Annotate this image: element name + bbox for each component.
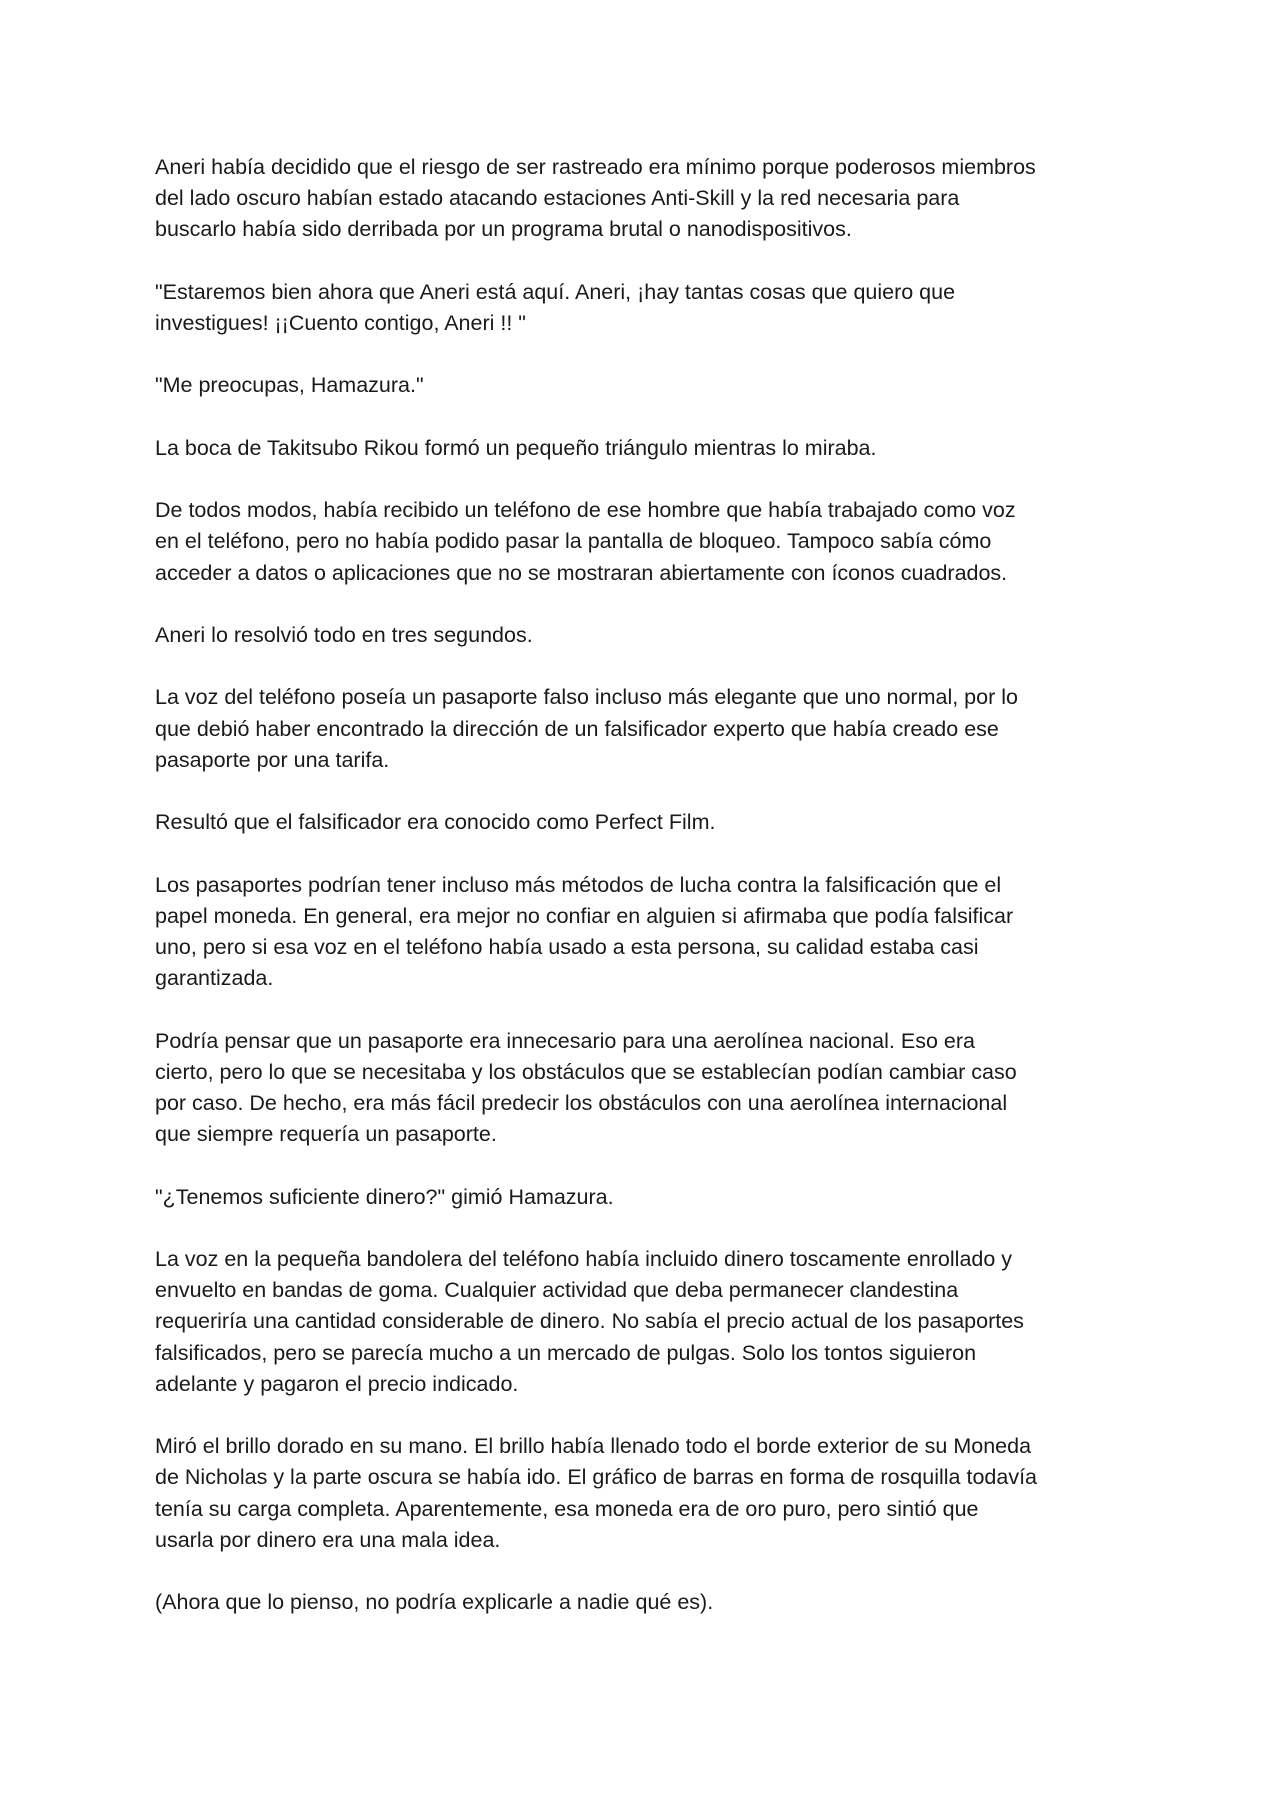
- text-line: buscarlo había sido derribada por un programa brutal o nanodispositivos.: [155, 217, 852, 242]
- text-line: de Nicholas y la parte oscura se había ido. El gráfico de barras en forma de rosquilla todavía: [155, 1465, 1037, 1490]
- text-line: "Estaremos bien ahora que Aneri está aquí. Aneri, ¡hay tantas cosas que quiero que: [155, 279, 956, 304]
- text-line: Miró el brillo dorado en su mano. El brillo había llenado todo el borde exterior de su Moneda: [155, 1434, 1032, 1459]
- text-line: acceder a datos o aplicaciones que no se mostraran abiertamente con íconos cuadrados.: [155, 560, 1008, 585]
- paragraph: [155, 277, 1155, 339]
- paragraph: [155, 1182, 1155, 1213]
- paragraph: [155, 495, 1155, 589]
- text-line: tenía su carga completa. Aparentemente, esa moneda era de oro puro, pero sintió que: [155, 1496, 979, 1521]
- text-line: La boca de Takitsubo Rikou formó un pequeño triángulo mientras lo miraba.: [155, 435, 877, 460]
- text-line: La voz en la pequeña bandolera del teléfono había incluido dinero toscamente enrollado y: [155, 1246, 1013, 1271]
- text-line: garantizada.: [155, 966, 274, 991]
- document-body: [155, 152, 1155, 1650]
- text-line: usarla por dinero era una mala idea.: [155, 1527, 501, 1552]
- text-line: uno, pero si esa voz en el teléfono había usado a esta persona, su calidad estaba casi: [155, 934, 979, 959]
- text-line: (Ahora que lo pienso, no podría explicarle a nadie qué es).: [155, 1590, 714, 1615]
- text-line: "Me preocupas, Hamazura.": [155, 373, 424, 398]
- paragraph: [155, 1244, 1155, 1400]
- text-line: Aneri había decidido que el riesgo de ser rastreado era mínimo porque poderosos miembros: [155, 155, 1036, 179]
- text-line: Aneri lo resolvió todo en tres segundos.: [155, 622, 533, 647]
- paragraph: [155, 620, 1155, 651]
- paragraph: [155, 1026, 1155, 1151]
- text-line: requeriría una cantidad considerable de dinero. No sabía el precio actual de los pasaportes: [155, 1309, 1024, 1334]
- paragraph: [155, 1431, 1155, 1556]
- text-line: La voz del teléfono poseía un pasaporte falso incluso más elegante que uno normal, por lo: [155, 685, 1018, 710]
- paragraph: [155, 433, 1155, 464]
- text-line: papel moneda. En general, era mejor no confiar en alguien si afirmaba que podía falsificar: [155, 903, 1014, 928]
- text-line: del lado oscuro habían estado atacando estaciones Anti-Skill y la red necesaria para: [155, 186, 960, 211]
- text-line: pasaporte por una tarifa.: [155, 747, 390, 772]
- text-line: que debió haber encontrado la dirección de un falsificador experto que había creado ese: [155, 716, 999, 741]
- text-line: adelante y pagaron el precio indicado.: [155, 1371, 519, 1396]
- text-line: Los pasaportes podrían tener incluso más métodos de lucha contra la falsificación que el: [155, 872, 1002, 897]
- text-line: Podría pensar que un pasaporte era innecesario para una aerolínea nacional. Eso era: [155, 1028, 975, 1053]
- paragraph: [155, 370, 1155, 401]
- paragraph: [155, 870, 1155, 995]
- paragraph: [155, 682, 1155, 776]
- text-line: falsificados, pero se parecía mucho a un mercado de pulgas. Solo los tontos siguieron: [155, 1340, 977, 1365]
- text-line: en el teléfono, pero no había podido pasar la pantalla de bloqueo. Tampoco sabía cómo: [155, 529, 992, 554]
- paragraph: [155, 1587, 1155, 1618]
- text-line: De todos modos, había recibido un teléfono de ese hombre que había trabajado como voz: [155, 498, 1016, 523]
- text-line: envuelto en bandas de goma. Cualquier actividad que deba permanecer clandestina: [155, 1278, 959, 1303]
- text-line: investigues! ¡¡Cuento contigo, Aneri !! ": [155, 311, 526, 335]
- text-line: "¿Tenemos suficiente dinero?" gimió Hamazura.: [155, 1184, 614, 1209]
- text-line: que siempre requería un pasaporte.: [155, 1122, 497, 1147]
- paragraph: [155, 152, 1155, 246]
- text-line: cierto, pero lo que se necesitaba y los obstáculos que se establecían podían cambiar caso: [155, 1059, 1017, 1084]
- paragraph: [155, 807, 1155, 838]
- text-line: por caso. De hecho, era más fácil predecir los obstáculos con una aerolínea internacional: [155, 1090, 1008, 1115]
- text-line: Resultó que el falsificador era conocido como Perfect Film.: [155, 810, 716, 835]
